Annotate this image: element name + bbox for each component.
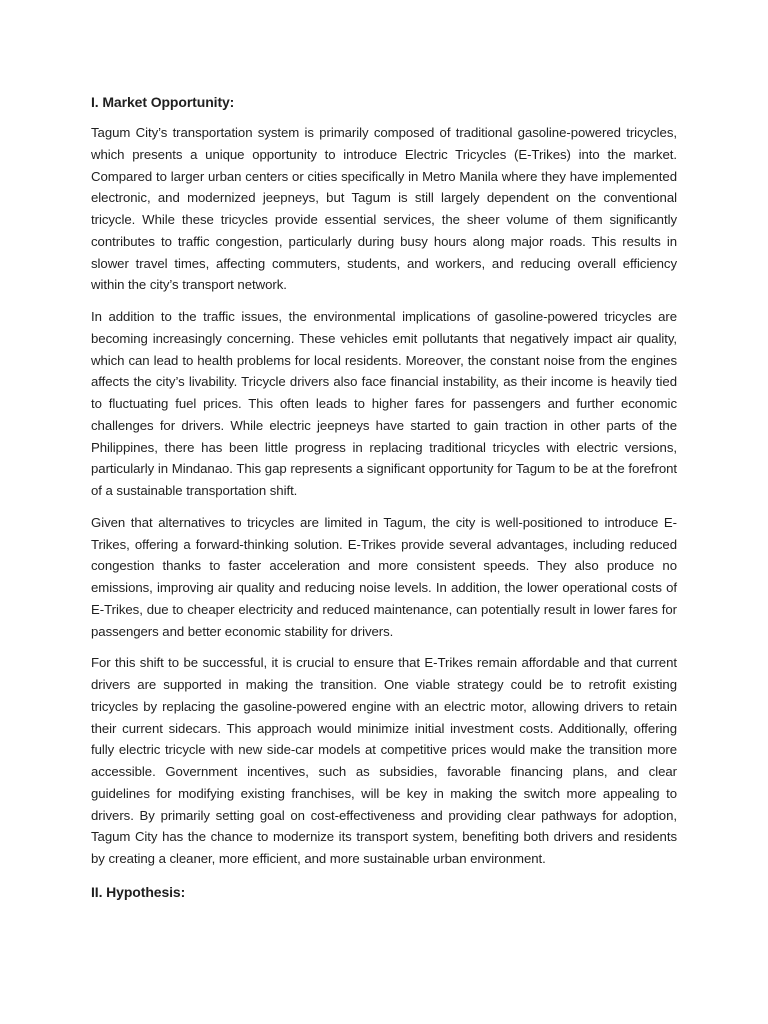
paragraph-3: Given that alternatives to tricycles are limited in Tagum, the city is well-positioned to introduce E-Trikes, offering a forward-thinking solution. E-Trikes provide several advantages, including reduced congestion thanks to faster acceleration and more consistent speeds. They also produce no emissions, improving air quality and reducing noise levels. In addition, the lower operational costs of E-Trikes, due to cheaper electricity and reduced maintenance, can potentially result in lower fares for passengers and better economic stability for drivers. [91,514,677,639]
paragraph-1: Tagum City’s transportation system is primarily composed of traditional gasoline-powered tricycles, which presents a unique opportunity to introduce Electric Tricycles (E-Trikes) into the market. Compared to larger urban centers or cities specifically in Metro Manila where they have implemented electronic, and modernized jeepneys, but Tagum is still largely dependent on the conventional tricycle. While these tricycles provide essential services, the sheer volume of them significantly contributes to traffic congestion, particularly during busy hours along major roads. This results in slower travel times, affecting commuters, students, and workers, and reducing overall efficiency within the city’s transport network. [91,125,677,293]
paragraph-2: In addition to the traffic issues, the environmental implications of gasoline-powered tricycles are becoming increasingly concerning. These vehicles emit pollutants that negatively impact air quality, which can lead to health problems for local residents. Moreover, the constant noise from the engines affects the city’s livability. Tricycle drivers also face financial instability, as their income is heavily tied to fluctuating fuel prices. This often leads to higher fares for passengers and further economic challenges for drivers. While electric jeepneys have started to gain traction in other parts of the Philippines, there has been little progress in replacing traditional tricycles with electric versions, particularly in Mindanao. This gap represents a significant opportunity for Tagum to be at the forefront of a sustainable transportation shift. [91,309,677,498]
paragraph-4: For this shift to be successful, it is crucial to ensure that E-Trikes remain affordable and that current drivers are supported in making the transition. One viable strategy could be to retrofit existing tricycles by replacing the gasoline-powered engine with an electric motor, allowing drivers to retain their current sidecars. This approach would minimize initial investment costs. Additionally, offering fully electric tricycle with new side-car models at competitive prices would make the transition more accessible. Government incentives, such as subsidies, favorable financing plans, and clear guidelines for modifying existing franchises, will be key in making the switch more appealing to drivers. By primarily setting goal on cost-effectiveness and providing clear pathways for adoption, Tagum City has the chance to modernize its transport system, benefiting both drivers and residents by creating a cleaner, more efficient, and more sustainable urban environment. [91,655,677,866]
section-heading-market-opportunity: I. Market Opportunity: [91,94,235,110]
section-heading-hypothesis: II. Hypothesis: [91,883,186,900]
